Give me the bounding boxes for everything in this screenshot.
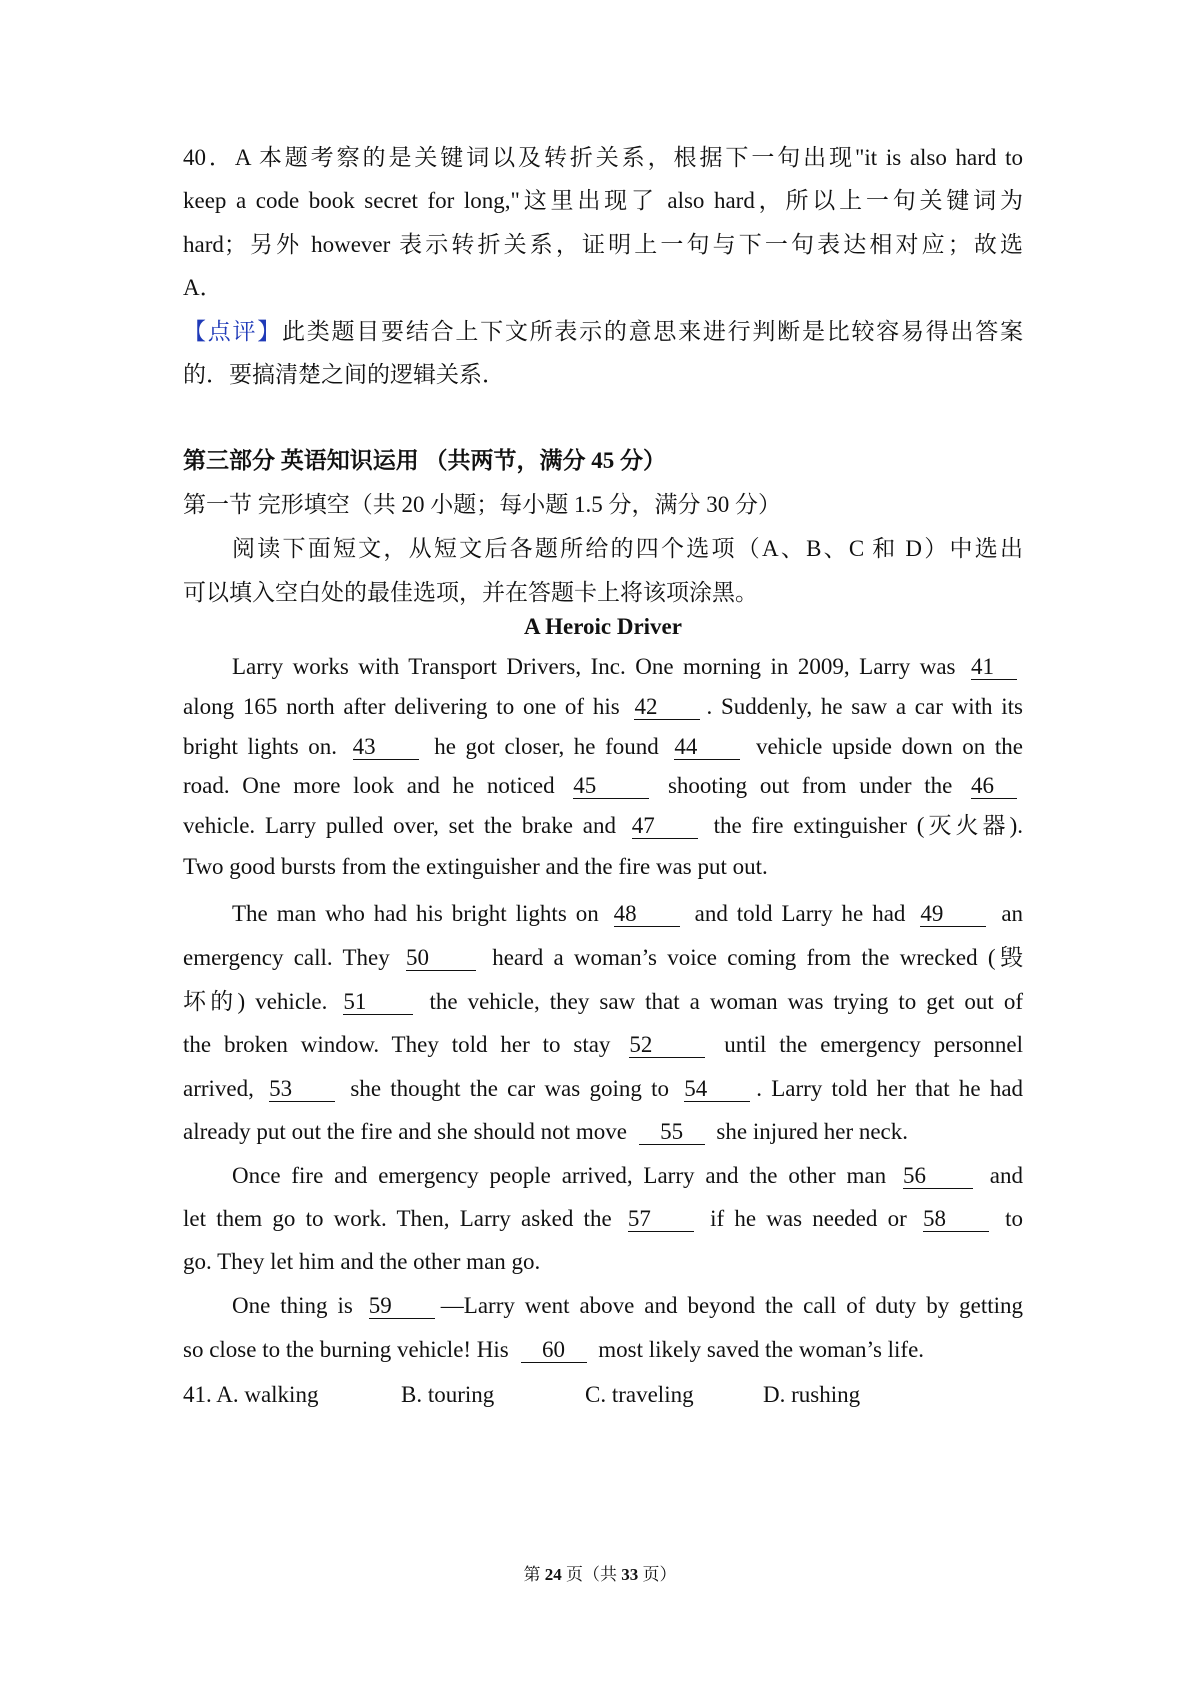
passage-line: One thing is 59 —Larry went above and beyond the call of duty by getting: [232, 1293, 1024, 1318]
analysis-line: keep a code book secret for long,"这里出现了 also hard，所以上一句关键词为: [183, 188, 1023, 213]
blank-49: 49: [920, 902, 986, 927]
page-footer: 第 24 页（共 33 页）: [523, 1565, 677, 1584]
passage-line: 坏的) vehicle. 51 the vehicle, they saw that a woman was trying to get out of: [183, 989, 1024, 1014]
analysis-line: 40．A 本题考察的是关键词以及转折关系，根据下一句出现"it is also hard to: [183, 145, 1023, 170]
option-c: C. traveling: [585, 1382, 694, 1407]
passage-title: A Heroic Driver: [524, 614, 682, 639]
passage-line: along 165 north after delivering to one of his 42 . Suddenly, he saw a car with its: [183, 694, 1024, 719]
blank-59: 59: [369, 1294, 435, 1319]
page-total: 33: [621, 1565, 639, 1584]
blank-43: 43: [353, 735, 419, 760]
section-heading: 第三部分 英语知识运用 （共两节，满分 45 分）: [183, 448, 666, 473]
blank-44: 44: [674, 735, 740, 760]
passage-line: already put out the fire and she should not move 55 she injured her neck.: [183, 1119, 909, 1144]
instruction-line: 阅读下面短文，从短文后各题所给的四个选项（A、B、C 和 D）中选出: [232, 536, 1023, 561]
passage-line: arrived, 53 she thought the car was going to 54 . Larry told her that he had: [183, 1076, 1024, 1101]
passage-line: bright lights on. 43 he got closer, he found 44 vehicle upside down on the: [183, 734, 1024, 759]
blank-60: 60: [521, 1338, 587, 1363]
passage-line: Larry works with Transport Drivers, Inc. One morning in 2009, Larry was 41: [183, 652, 1023, 682]
option-d: D. rushing: [763, 1382, 861, 1407]
passage-line: let them go to work. Then, Larry asked the 57 if he was needed or 58 to: [183, 1206, 1024, 1231]
passage-line: Once fire and emergency people arrived, Larry and the other man 56 and: [232, 1163, 1024, 1188]
passage-line: emergency call. They 50 heard a woman’s voice coming from the wrecked (毁: [183, 945, 1023, 970]
blank-46: 46: [971, 774, 1017, 799]
blank-42: 42: [634, 695, 700, 720]
passage-line: road. One more look and he noticed 45 shooting out from under the 46: [183, 771, 1023, 801]
blank-54: 54: [684, 1077, 750, 1102]
passage-line: so close to the burning vehicle! His 60 most likely saved the woman’s life.: [183, 1337, 925, 1362]
blank-58: 58: [923, 1207, 989, 1232]
passage-line: the broken window. They told her to stay 52 until the emergency personnel: [183, 1032, 1024, 1057]
blank-52: 52: [629, 1033, 705, 1058]
comment-text: 此类题目要结合上下文所表示的意思来进行判断是比较容易得出答案: [282, 319, 1024, 344]
comment-line: [183, 317, 1023, 347]
section-subheading: 第一节 完形填空（共 20 小题；每小题 1.5 分，满分 30 分）: [183, 492, 781, 517]
comment-tag: 【点评】: [183, 319, 283, 344]
passage-line: vehicle. Larry pulled over, set the brake and 47 the fire extinguisher (灭火器).: [183, 813, 1024, 838]
blank-45: 45: [573, 774, 649, 799]
blank-57: 57: [628, 1207, 694, 1232]
blank-56: 56: [903, 1164, 973, 1189]
blank-47: 47: [632, 814, 698, 839]
blank-50: 50: [406, 946, 476, 971]
passage-line: go. They let him and the other man go.: [183, 1249, 541, 1274]
blank-55: 55: [639, 1120, 705, 1145]
option-b: B. touring: [401, 1382, 495, 1407]
passage-line: Two good bursts from the extinguisher and the fire was put out.: [183, 854, 768, 879]
passage-line: The man who had his bright lights on 48 and told Larry he had 49 an: [232, 901, 1024, 926]
analysis-line: A．: [183, 275, 223, 300]
instruction-line: 可以填入空白处的最佳选项，并在答题卡上将该项涂黑。: [183, 580, 758, 605]
comment-line: 的．要搞清楚之间的逻辑关系．: [183, 362, 505, 387]
analysis-line: hard；另外 however 表示转折关系，证明上一句与下一句表达相对应；故选: [183, 232, 1023, 257]
blank-53: 53: [269, 1077, 335, 1102]
blank-48: 48: [614, 902, 680, 927]
blank-51: 51: [343, 990, 413, 1015]
option-a: 41. A. walking: [183, 1382, 319, 1407]
blank-41: 41: [971, 655, 1017, 680]
page-number: 24: [544, 1565, 562, 1584]
